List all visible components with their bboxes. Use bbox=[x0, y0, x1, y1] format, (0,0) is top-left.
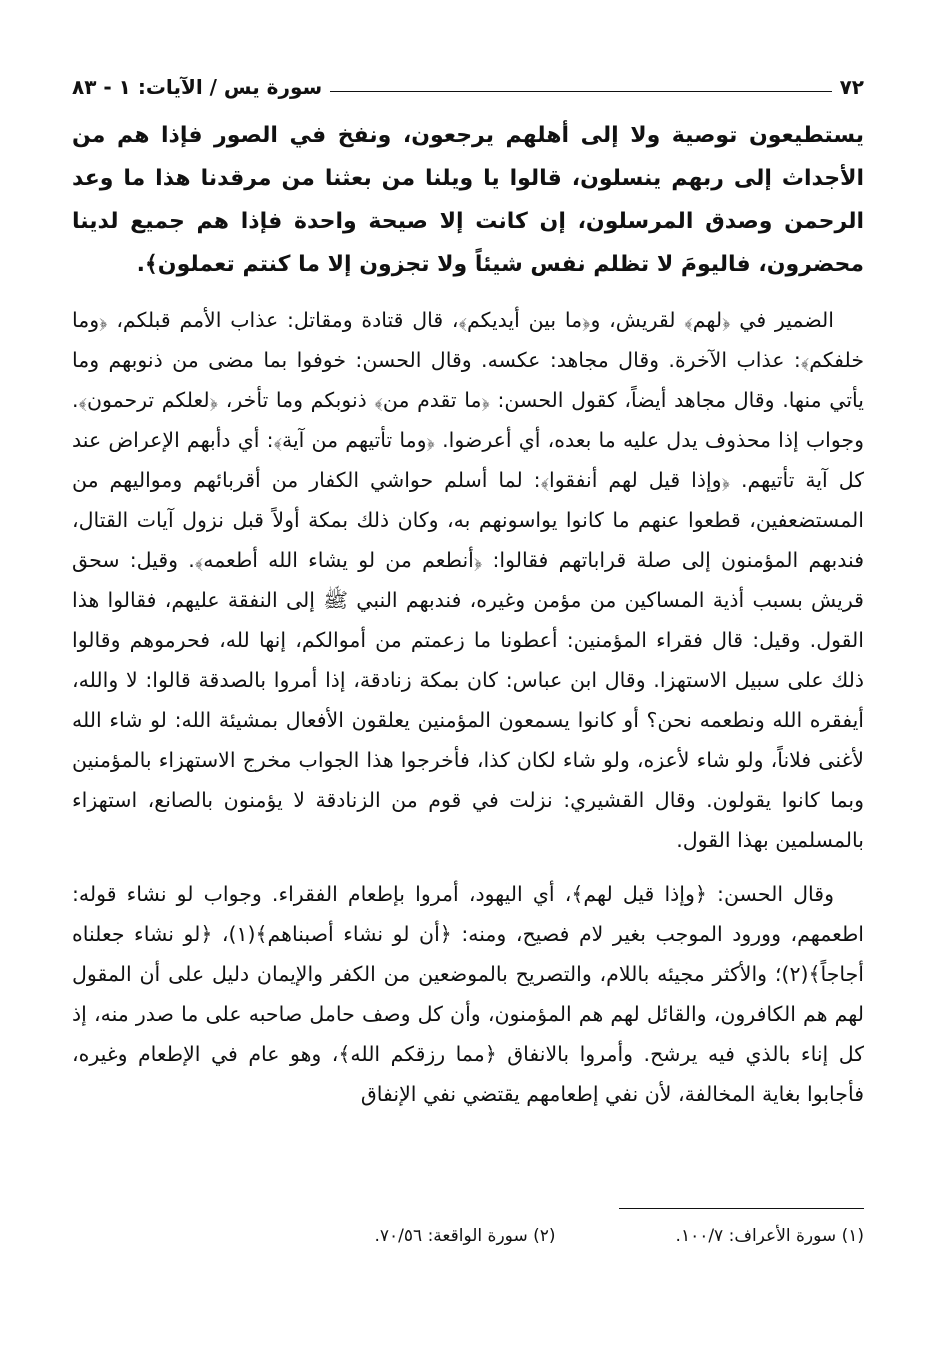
commentary-paragraph-2: وقال الحسن: ﴿وإذا قيل لهم﴾، أي اليهود، أمروا بإطعام الفقراء. وجواب لو نشاء قوله: اطعمهم، وورود الموجب بغير لام فصيح، ومنه: ﴿أن لو نشاء أصبناهم﴾(١)، ﴿لو نشاء جعلناه أجاجاً﴾(٢)؛ والأكثر مجيئه باللام، والتصريح بالموضعين من الكفر والإيمان دليل على أن المقول لهم هم الكافرون، والقائل لهم هم المؤمنون، وأن كل وصف حامل صاحبه على ما صدر منه، إذ كل إناء بالذي فيه يرشح. وأمروا بالانفاق ﴿مما رزقكم الله﴾، وهو عام في الإطعام وغيره، فأجابوا بغاية المخالفة، لأن نفي إطعامهم يقتضي نفي الإنفاق bbox=[72, 882, 864, 1106]
page-number: ٧٢ bbox=[839, 75, 864, 99]
verse-block: يستطيعون توصية ولا إلى أهلهم يرجعون، ونفخ في الصور فإذا هم من الأجداث إلى ربهم ينسلون، قالوا يا ويلنا من بعثنا من مرقدنا هذا ما وعد الرحمن وصدق المرسلون، إن كانت إلا صيحة واحدة فإذا هم جميع لدينا محضرون، فاليومَ لا تظلم نفس شيئاً ولا تجزون إلا ما كنتم تعملون﴾. bbox=[72, 123, 864, 277]
footnote-1: (١) سورة الأعراف: ١٠٠/٧. bbox=[675, 1226, 864, 1246]
running-head bbox=[72, 72, 864, 102]
header-rule bbox=[330, 91, 831, 92]
book-page bbox=[72, 72, 864, 1322]
footnote-2: (٢) سورة الواقعة: ٧٠/٥٦. bbox=[374, 1226, 556, 1246]
surah-title: سورة يس / الآيات: ١ - ٨٣ bbox=[72, 75, 323, 99]
footnotes bbox=[72, 1222, 864, 1250]
commentary-paragraph-1: الضمير في ﴿لهم﴾ لقريش، و﴿ما بين أيديكم﴾، قال قتادة ومقاتل: عذاب الأمم قبلكم، ﴿وما خلفكم﴾: عذاب الآخرة. وقال مجاهد: عكسه. وقال الحسن: خوفوا بما مضى من ذنوبهم وما يأتي منها. وقال مجاهد أيضاً، كقول الحسن: ﴿ما تقدم من﴾ ذنوبكم وما تأخر، ﴿لعلكم ترحمون﴾. وجواب إذا محذوف يدل عليه ما بعده، أي أعرضوا. ﴿وما تأتيهم من آية﴾: أي دأبهم الإعراض عند كل آية تأتيهم. ﴿وإذا قيل لهم أنفقوا﴾: لما أسلم حواشي الكفار من أقربائهم ومواليهم من المستضعفين، قطعوا عنهم ما كانوا يواسونهم به، وكان ذلك بمكة أولاً قبل نزول آيات القتال، فندبهم المؤمنون إلى صلة قراباتهم فقالوا: ﴿أنطعم من لو يشاء الله أطعمه﴾. وقيل: سحق قريش بسبب أذية المساكين من مؤمن وغيره، فندبهم النبي ﷺ إلى النفقة عليهم، فقالوا هذا القول. وقيل: قال فقراء المؤمنين: أعطونا ما زعمتم من أموالكم، إنها لله، فحرموهم وقالوا ذلك على سبيل الاستهزا. وقال ابن عباس: كان بمكة زنادقة، إذا أمروا بالصدقة قالوا: لا والله، أيفقره الله ونطعمه نحن؟ أو كانوا يسمعون المؤمنين يعلقون الأفعال بمشيئة الله: لو شاء الله لأغنى فلاناً، ولو شاء لأعزه، ولو شاء لكان كذا، فأخرجوا هذا الجواب مخرج الاستهزاء بالمؤمنين وبما كانوا يقولون. وقال القشيري: نزلت في قوم من الزنادقة لا يؤمنون بالصانع، استهزاء بالمسلمين بهذا القول. bbox=[72, 308, 864, 852]
footnote-rule bbox=[619, 1208, 864, 1209]
